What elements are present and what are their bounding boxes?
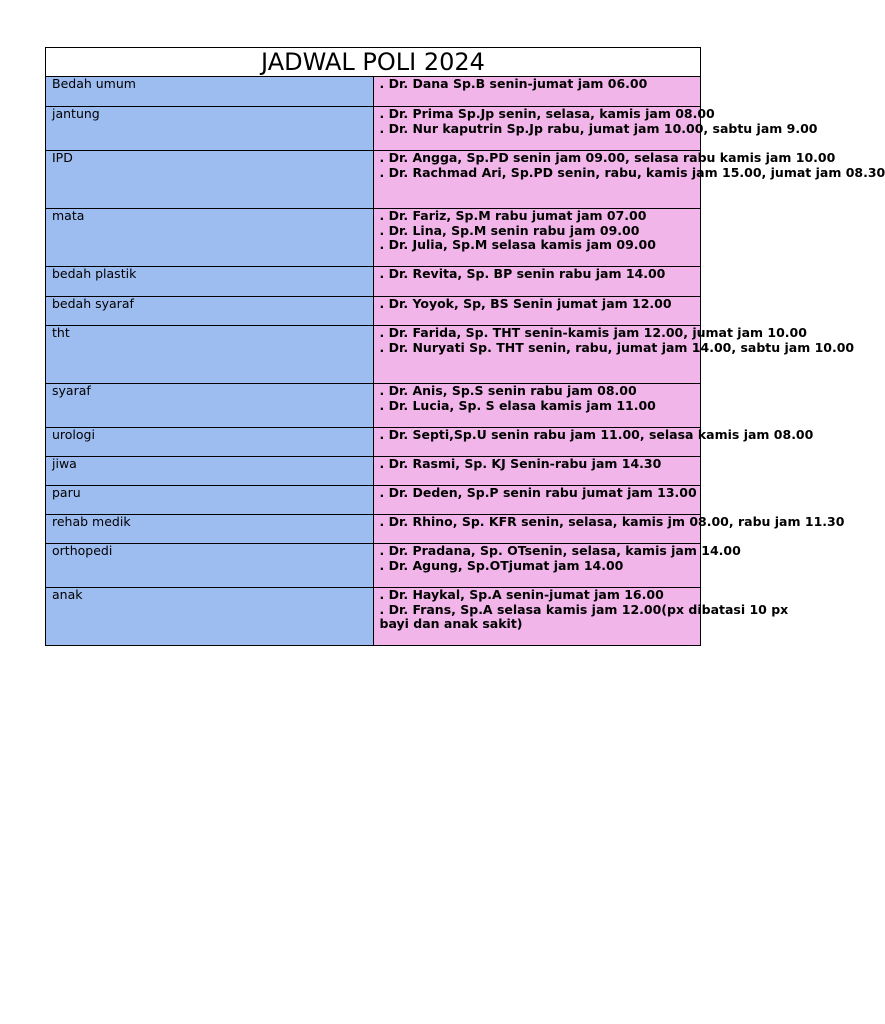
doctor-line: . Dr. Frans, Sp.A selasa kamis jam 12.00(px dibatasi 10 px bayi dan anak sakit): [379, 601, 789, 631]
doctor-line: . Dr. Lina, Sp.M senin rabu jam 09.00: [379, 222, 640, 238]
doctor-line: . Dr. Rachmad Ari, Sp.PD senin, rabu, kamis jam 15.00, jumat jam 08.30: [379, 164, 885, 180]
doctor-line: . Dr. Septi,Sp.U senin rabu jam 11.00, selasa kamis jam 08.00: [379, 427, 814, 442]
poli-name: anak: [46, 588, 374, 646]
poli-name: bedah plastik: [46, 267, 374, 297]
table-row: [46, 107, 701, 151]
doctor-schedule: [373, 150, 885, 209]
table-row: [46, 515, 701, 544]
doctor-schedule: [373, 486, 701, 515]
doctor-schedule: [373, 514, 845, 544]
poli-name: Bedah umum: [46, 77, 374, 107]
title-row: [46, 48, 701, 77]
doctor-line: . Dr. Anis, Sp.S senin rabu jam 08.00: [379, 383, 637, 398]
doctor-line: . Dr. Nuryati Sp. THT senin, rabu, jumat jam 14.00, sabtu jam 10.00: [379, 339, 855, 355]
doctor-schedule: [373, 267, 701, 297]
poli-name: urologi: [46, 428, 374, 457]
doctor-schedule: [373, 457, 701, 486]
doctor-schedule: [373, 77, 701, 107]
table-row: [46, 77, 701, 107]
doctor-schedule: [373, 325, 855, 384]
doctor-line: . Dr. Rasmi, Sp. KJ Senin-rabu jam 14.30: [379, 456, 662, 471]
doctor-line: . Dr. Deden, Sp.P senin rabu jumat jam 13.00: [379, 485, 697, 500]
doctor-schedule: [373, 543, 741, 588]
poli-name: mata: [46, 209, 374, 267]
doctor-line: . Dr. Haykal, Sp.A senin-jumat jam 16.00: [379, 587, 664, 602]
doctor-line: . Dr. Julia, Sp.M selasa kamis jam 09.00: [379, 237, 656, 252]
table-row: [46, 486, 701, 515]
doctor-schedule: [373, 209, 701, 267]
table-row: [46, 209, 701, 267]
doctor-line: . Dr. Lucia, Sp. S elasa kamis jam 11.00: [379, 397, 656, 413]
table-row: [46, 457, 701, 486]
doctor-line: . Dr. Angga, Sp.PD senin jam 09.00, selasa rabu kamis jam 10.00: [379, 150, 836, 165]
doctor-schedule: [373, 587, 789, 646]
page-title: JADWAL POLI 2024: [46, 48, 701, 77]
poli-schedule-table: [45, 47, 885, 646]
table-row: [46, 384, 701, 428]
table-row: [46, 544, 701, 588]
doctor-schedule: [373, 106, 818, 151]
doctor-schedule: [373, 297, 701, 326]
table-row: [46, 297, 701, 326]
doctor-line: . Dr. Dana Sp.B senin-jumat jam 06.00: [379, 76, 648, 91]
doctor-line: . Dr. Agung, Sp.OTjumat jam 14.00: [379, 557, 624, 573]
doctor-line: . Dr. Pradana, Sp. OTsenin, selasa, kamis jam 14.00: [379, 543, 741, 558]
poli-name: syaraf: [46, 384, 374, 428]
doctor-line: . Dr. Rhino, Sp. KFR senin, selasa, kamis jm 08.00, rabu jam 11.30: [379, 514, 845, 529]
poli-name: jiwa: [46, 457, 374, 486]
table-row: [46, 588, 701, 646]
poli-name: IPD: [46, 151, 374, 209]
doctor-line: . Dr. Yoyok, Sp, BS Senin jumat jam 12.00: [379, 296, 672, 311]
poli-name: rehab medik: [46, 515, 374, 544]
poli-name: tht: [46, 326, 374, 384]
doctor-line: . Dr. Revita, Sp. BP senin rabu jam 14.00: [379, 266, 666, 281]
table-row: [46, 428, 701, 457]
doctor-schedule: [373, 384, 701, 428]
doctor-line: . Dr. Fariz, Sp.M rabu jumat jam 07.00: [379, 208, 647, 223]
table-row: [46, 151, 701, 209]
table-row: [46, 326, 701, 384]
poli-name: jantung: [46, 107, 374, 151]
poli-name: paru: [46, 486, 374, 515]
doctor-line: . Dr. Farida, Sp. THT senin-kamis jam 12.00, jumat jam 10.00: [379, 325, 807, 340]
poli-name: bedah syaraf: [46, 297, 374, 326]
doctor-line: . Dr. Prima Sp.Jp senin, selasa, kamis jam 08.00: [379, 106, 715, 121]
doctor-schedule: [373, 427, 814, 457]
doctor-line: . Dr. Nur kaputrin Sp.Jp rabu, jumat jam 10.00, sabtu jam 9.00: [379, 120, 818, 136]
poli-name: orthopedi: [46, 544, 374, 588]
table-row: [46, 267, 701, 297]
